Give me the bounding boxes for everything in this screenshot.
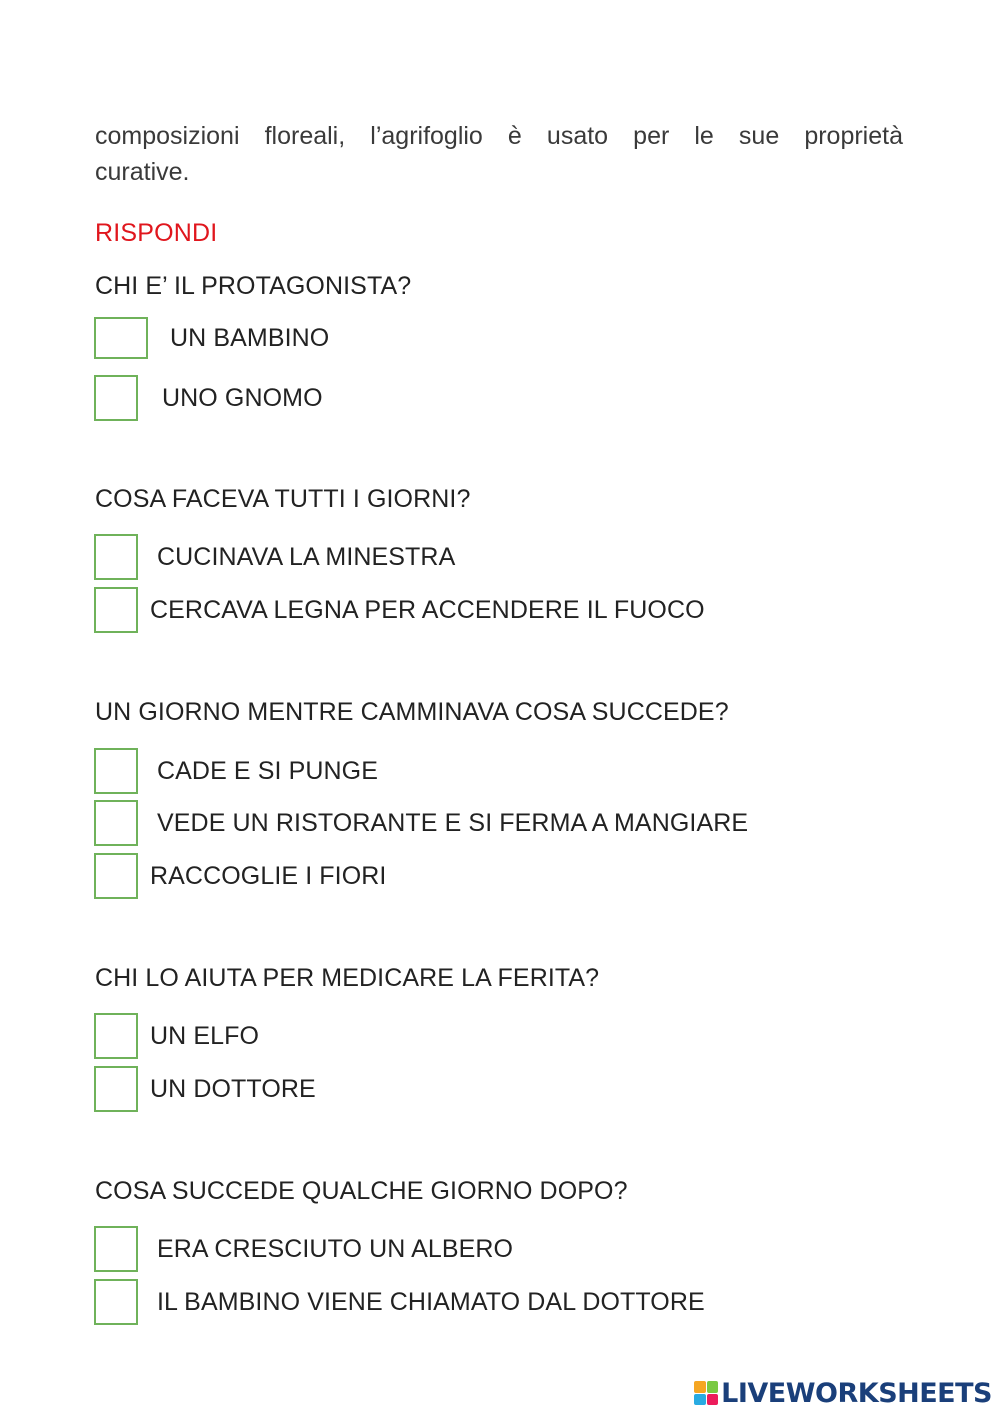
option-label: RACCOGLIE I FIORI bbox=[150, 861, 387, 890]
answer-checkbox[interactable] bbox=[94, 748, 138, 794]
logo-tile bbox=[707, 1394, 719, 1406]
option-3-3[interactable] bbox=[94, 853, 386, 899]
answer-checkbox[interactable] bbox=[94, 1066, 138, 1112]
option-label: VEDE UN RISTORANTE E SI FERMA A MANGIARE bbox=[157, 808, 749, 837]
logo-tile bbox=[694, 1381, 706, 1393]
answer-checkbox[interactable] bbox=[94, 800, 138, 846]
liveworksheets-brand bbox=[694, 1376, 992, 1410]
logo-tile bbox=[707, 1381, 719, 1393]
question-5: COSA SUCCEDE QUALCHE GIORNO DOPO? bbox=[95, 1177, 628, 1205]
logo-tile bbox=[694, 1394, 706, 1406]
answer-checkbox[interactable] bbox=[94, 587, 138, 633]
option-label: CERCAVA LEGNA PER ACCENDERE IL FUOCO bbox=[150, 595, 705, 624]
option-label: UN DOTTORE bbox=[150, 1074, 316, 1103]
option-3-2[interactable] bbox=[94, 800, 748, 846]
option-label: CADE E SI PUNGE bbox=[157, 756, 378, 785]
option-4-2[interactable] bbox=[94, 1066, 316, 1112]
option-5-2[interactable] bbox=[94, 1279, 705, 1325]
liveworksheets-logo-icon bbox=[694, 1381, 718, 1405]
option-3-1[interactable] bbox=[94, 748, 378, 794]
section-heading: RISPONDI bbox=[95, 219, 218, 247]
intro-line-2: curative. bbox=[95, 158, 190, 186]
answer-checkbox[interactable] bbox=[94, 1226, 138, 1272]
answer-checkbox[interactable] bbox=[94, 853, 138, 899]
question-3: UN GIORNO MENTRE CAMMINAVA COSA SUCCEDE? bbox=[95, 698, 729, 726]
question-1: CHI E’ IL PROTAGONISTA? bbox=[95, 272, 412, 300]
option-2-1[interactable] bbox=[94, 534, 455, 580]
option-1-2[interactable] bbox=[94, 375, 323, 421]
intro-paragraph bbox=[95, 118, 903, 190]
option-4-1[interactable] bbox=[94, 1013, 259, 1059]
option-2-2[interactable] bbox=[94, 587, 705, 633]
option-label: ERA CRESCIUTO UN ALBERO bbox=[157, 1234, 514, 1263]
answer-checkbox[interactable] bbox=[94, 375, 138, 421]
brand-wordmark: LIVEWORKSHEETS bbox=[721, 1377, 992, 1409]
option-label: UN BAMBINO bbox=[170, 323, 330, 352]
option-label: CUCINAVA LA MINESTRA bbox=[157, 542, 456, 571]
option-label: IL BAMBINO VIENE CHIAMATO DAL DOTTORE bbox=[157, 1287, 705, 1316]
option-1-1[interactable] bbox=[94, 317, 329, 359]
answer-checkbox[interactable] bbox=[94, 317, 148, 359]
answer-checkbox[interactable] bbox=[94, 534, 138, 580]
question-4: CHI LO AIUTA PER MEDICARE LA FERITA? bbox=[95, 964, 600, 992]
question-2: COSA FACEVA TUTTI I GIORNI? bbox=[95, 485, 471, 513]
option-label: UN ELFO bbox=[150, 1021, 260, 1050]
answer-checkbox[interactable] bbox=[94, 1013, 138, 1059]
intro-line-1: composizioni floreali, l’agrifoglio è usato per le sue proprietà bbox=[95, 122, 903, 150]
option-label: UNO GNOMO bbox=[162, 383, 323, 412]
option-5-1[interactable] bbox=[94, 1226, 513, 1272]
answer-checkbox[interactable] bbox=[94, 1279, 138, 1325]
